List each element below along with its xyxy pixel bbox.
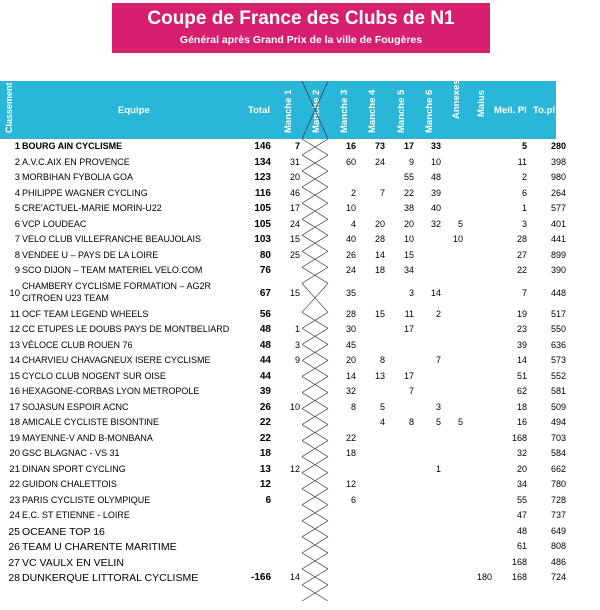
row-manche3: 16 [345,141,356,151]
row-manche6: 5 [435,417,441,427]
row-to-pl: 703 [550,432,566,443]
row-to-pl: 780 [550,479,566,489]
row-manche5: 38 [403,203,414,213]
row-rank: 5 [14,203,20,214]
row-to-pl: 517 [550,308,566,319]
row-rank: 7 [14,234,20,245]
row-team: HEXAGONE-CORBAS LYON METROPOLE [22,386,200,396]
row-manche1: 15 [289,234,300,244]
row-rank: 17 [9,401,20,413]
row-manche4: 14 [374,249,385,260]
row-rank: 23 [9,494,20,506]
row-meil-pl: 3 [521,218,527,229]
row-team: CHAMBERY CYCLISME FORMATION – AG2R CITROEN U23 TEAM [22,280,212,303]
row-to-pl: 494 [550,417,566,427]
row-manche4: 7 [379,187,385,198]
row-meil-pl: 20 [516,463,527,474]
row-manche5: 34 [403,265,414,275]
row-manche3: 40 [345,234,356,244]
row-manche1: 15 [289,287,300,298]
row-manche3: 8 [350,401,356,412]
row-rank: 26 [8,541,20,553]
row-meil-pl: 55 [516,494,527,505]
row-meil-pl: 51 [516,370,527,381]
row-total: 48 [259,339,271,351]
row-to-pl: 636 [550,339,566,350]
table-header [0,81,556,139]
row-manche4: 28 [374,234,385,244]
row-manche3: 32 [345,386,356,396]
row-rank: 11 [10,308,20,320]
row-manche3: 30 [345,324,356,334]
row-to-pl: 552 [550,370,566,381]
header-annexes: Annexes [451,79,462,119]
row-manche1: 10 [289,401,300,412]
row-meil-pl: 7 [521,287,527,298]
row-team: GUIDON CHALETTOIS [22,479,117,489]
row-team: PHILIPPE WAGNER CYCLING [22,187,148,198]
row-team: SCO DIJON – TEAM MATERIEL VELO.COM [22,265,203,275]
manche2-column-crosses [300,139,330,601]
row-manche6: 2 [435,308,441,319]
row-total: -166 [250,572,271,583]
row-meil-pl: 1 [521,203,527,213]
row-rank: 15 [9,370,20,382]
row-meil-pl: 27 [516,249,527,260]
row-rank: 1 [14,141,20,152]
row-to-pl: 728 [550,494,566,505]
row-rank: 8 [14,249,20,261]
row-manche3: 18 [345,448,356,458]
row-manche5: 3 [408,287,414,298]
row-rank: 28 [8,572,20,584]
row-meil-pl: 168 [511,556,527,567]
row-manche3: 2 [350,187,356,198]
row-manche5: 17 [403,324,414,334]
row-to-pl: 584 [550,448,566,458]
header-total: Total [248,105,270,116]
row-team: BOURG AIN CYCLISME [22,141,123,151]
row-to-pl: 486 [550,556,566,567]
row-manche3: 14 [345,370,356,381]
row-manche5: 7 [408,386,414,396]
row-meil-pl: 168 [511,432,527,443]
row-rank: 20 [9,448,20,459]
row-manche6: 3 [435,401,441,412]
row-manche5: 17 [403,141,414,151]
header-classement: Classement [4,82,14,133]
row-rank: 16 [9,386,20,397]
row-rank: 25 [8,525,20,538]
row-meil-pl: 6 [521,187,527,198]
row-total: 80 [259,249,271,261]
row-to-pl: 390 [550,265,566,275]
manche2-header-cross [300,81,330,139]
row-to-pl: 724 [550,572,566,582]
row-manche6: 33 [430,141,441,151]
row-rank: 10 [9,287,20,299]
row-malus: 180 [476,572,492,582]
row-manche4: 20 [374,218,385,229]
row-team: DUNKERQUE LITTORAL CYCLISME [22,572,199,584]
row-team: VÉLOCE CLUB ROUEN 76 [22,339,133,350]
row-manche5: 15 [403,249,414,260]
row-manche3: 28 [345,308,356,319]
row-rank: 2 [14,156,20,168]
row-manche6: 32 [430,218,441,229]
header-manche6: Manche 6 [424,89,435,133]
row-manche1: 20 [289,172,300,182]
row-to-pl: 550 [550,324,566,334]
row-rank: 27 [8,556,20,569]
row-to-pl: 899 [550,249,566,260]
row-to-pl: 737 [550,510,566,520]
row-total: 44 [259,370,271,382]
row-manche3: 35 [345,287,356,298]
row-total: 6 [265,494,271,506]
row-team: OCEANE TOP 16 [22,525,105,538]
row-total: 39 [259,386,271,397]
row-team: VC VAULX EN VELIN [22,556,124,569]
row-rank: 24 [9,510,20,521]
row-to-pl: 398 [550,156,566,167]
row-total: 12 [259,479,271,490]
row-to-pl: 980 [550,172,566,182]
row-manche6: 14 [430,287,441,298]
row-manche3: 20 [345,355,356,365]
row-team: GSC BLAGNAC - VS 31 [22,448,120,458]
row-rank: 19 [9,432,20,444]
row-manche1: 17 [289,203,300,213]
row-team: MAYENNE-V AND B-MONBANA [22,432,153,443]
row-rank: 12 [9,324,20,335]
row-team: OCF TEAM LEGEND WHEELS [22,308,149,319]
row-manche6: 7 [435,355,441,365]
row-manche4: 15 [374,308,385,319]
row-total: 44 [259,355,271,366]
row-to-pl: 264 [550,187,566,198]
row-meil-pl: 62 [516,386,527,396]
row-manche3: 22 [345,432,356,443]
row-rank: 14 [9,355,20,366]
row-meil-pl: 22 [516,265,527,275]
header-meil-pl: Meil. Pl [494,105,527,116]
row-meil-pl: 34 [516,479,527,489]
row-to-pl: 577 [550,203,566,213]
row-manche3: 60 [345,156,356,167]
row-manche1: 3 [294,339,300,350]
row-manche1: 9 [294,355,300,365]
row-meil-pl: 61 [516,541,527,551]
row-rank: 3 [14,172,20,183]
row-manche5: 22 [403,187,414,198]
row-manche1: 25 [289,249,300,260]
row-meil-pl: 39 [516,339,527,350]
row-to-pl: 509 [550,401,566,412]
row-total: 13 [259,463,271,475]
row-to-pl: 808 [550,541,566,551]
row-manche3: 6 [350,494,356,505]
row-total: 105 [254,218,271,230]
row-manche4: 24 [374,156,385,167]
row-team: VCP LOUDEAC [22,218,87,229]
header-equipe: Equipe [118,105,150,116]
row-team: SOJASUN ESPOIR ACNC [22,401,129,412]
row-total: 22 [259,432,271,444]
row-manche4: 73 [374,141,385,151]
row-meil-pl: 48 [516,525,527,536]
row-to-pl: 280 [550,141,566,151]
row-team: DINAN SPORT CYCLING [22,463,126,474]
row-to-pl: 649 [550,525,566,536]
row-team: CC ETUPES LE DOUBS PAYS DE MONTBELIARD [22,324,230,334]
row-total: 48 [259,324,271,335]
row-manche3: 45 [345,339,356,350]
row-total: 22 [259,417,271,428]
row-manche4: 13 [374,370,385,381]
row-team: AMICALE CYCLISTE BISONTINE [22,417,160,427]
row-total: 26 [259,401,271,413]
row-meil-pl: 2 [521,172,527,182]
row-annexes: 5 [457,417,463,427]
row-to-pl: 401 [550,218,566,229]
row-to-pl: 448 [550,287,566,298]
row-team: VENDEE U – PAYS DE LA LOIRE [22,249,159,260]
row-total: 123 [254,172,271,183]
row-rank: 22 [9,479,20,490]
row-meil-pl: 19 [516,308,527,319]
header-manche1: Manche 1 [283,89,294,133]
row-meil-pl: 168 [511,572,527,582]
row-manche4: 8 [379,355,385,365]
row-meil-pl: 11 [517,156,527,167]
header-manche4: Manche 4 [367,89,378,133]
row-manche1: 46 [289,187,300,198]
row-annexes: 5 [457,218,463,229]
row-manche6: 40 [430,203,441,213]
row-manche3: 26 [345,249,356,260]
row-rank: 6 [14,218,20,230]
row-manche5: 11 [404,308,414,319]
row-manche5: 20 [403,218,414,229]
row-manche5: 8 [408,417,414,427]
row-rank: 4 [14,187,20,199]
row-team: A.V.C.AIX EN PROVENCE [22,156,130,167]
row-total: 67 [259,287,271,299]
row-manche5: 9 [408,156,414,167]
header-manche5: Manche 5 [396,89,407,133]
row-rank: 13 [9,339,20,351]
row-manche1: 14 [289,572,300,582]
page-title: Coupe de France des Clubs de N1 [147,8,455,29]
row-team: E.C. ST ETIENNE - LOIRE [22,510,130,520]
row-to-pl: 573 [550,355,566,365]
row-manche3: 4 [350,218,356,229]
row-total: 56 [259,308,271,320]
row-manche5: 55 [403,172,414,182]
row-manche3: 12 [345,479,356,489]
row-manche3: 10 [345,203,356,213]
header-malus: Malus [476,90,487,117]
row-manche1: 12 [289,463,300,474]
row-team: MORBIHAN FYBOLIA GOA [22,172,134,182]
row-team: CYCLO CLUB NOGENT SUR OISE [22,370,166,381]
row-manche5: 10 [403,234,414,244]
row-total: 116 [254,187,271,199]
row-manche6: 10 [430,156,441,167]
row-meil-pl: 18 [516,401,527,412]
row-manche4: 4 [379,417,385,427]
row-manche5: 17 [403,370,414,381]
row-meil-pl: 16 [516,417,527,427]
page-subtitle: Général après Grand Prix de la ville de Fougères [179,34,423,46]
header-manche2: Manche 2 [311,89,322,133]
row-rank: 9 [14,265,20,276]
row-total: 134 [254,156,271,168]
row-manche6: 48 [430,172,441,182]
row-to-pl: 441 [550,234,566,244]
row-meil-pl: 32 [516,448,527,458]
title-banner [112,3,490,53]
row-rank: 21 [9,463,20,475]
row-team: PARIS CYCLISTE OLYMPIQUE [22,494,151,505]
row-manche1: 7 [294,141,300,151]
row-total: 103 [254,234,271,245]
row-total: 146 [254,141,271,152]
row-manche3: 24 [345,265,356,275]
row-team: VELO CLUB VILLEFRANCHE BEAUJOLAIS [22,234,202,244]
row-team: CHARVIEU CHAVAGNEUX ISERE CYCLISME [22,355,211,365]
row-to-pl: 581 [550,386,566,396]
row-total: 105 [254,203,271,214]
row-manche1: 31 [289,156,300,167]
row-meil-pl: 23 [516,324,527,334]
row-meil-pl: 5 [521,141,527,151]
header-to-pl: To.pl [533,105,555,116]
row-manche1: 1 [294,324,300,334]
row-manche4: 18 [374,265,385,275]
row-meil-pl: 47 [516,510,527,520]
row-manche4: 5 [379,401,385,412]
row-manche6: 1 [435,463,441,474]
row-manche1: 24 [289,218,300,229]
header-manche3: Manche 3 [339,89,350,133]
row-to-pl: 662 [550,463,566,474]
row-manche6: 39 [430,187,441,198]
row-rank: 18 [9,417,20,428]
row-meil-pl: 28 [516,234,527,244]
row-team: TEAM U CHARENTE MARITIME [22,541,177,553]
row-meil-pl: 14 [516,355,527,365]
row-team: CRE'ACTUEL-MARIE MORIN-U22 [22,203,162,213]
row-total: 76 [259,265,271,276]
row-annexes: 10 [452,234,463,244]
row-total: 18 [259,448,271,459]
